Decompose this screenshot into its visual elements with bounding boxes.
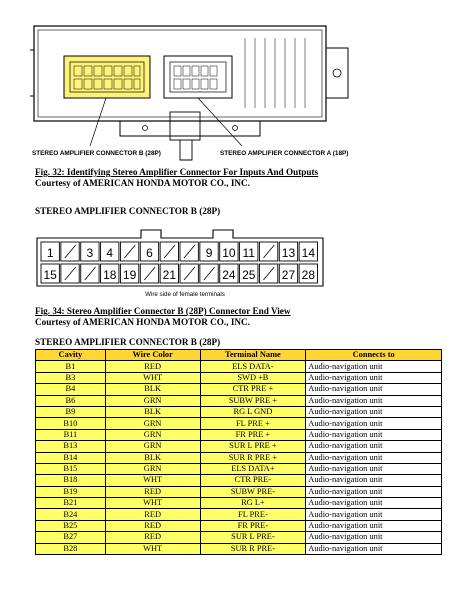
cell-cavity: B18	[36, 475, 106, 486]
terminal-number: 27	[281, 268, 296, 282]
cell-wire-color: RED	[105, 509, 200, 520]
terminal-number: 28	[301, 268, 316, 282]
cell-wire-color: RED	[105, 532, 200, 543]
cell-terminal-name: SUR L PRE +	[200, 441, 306, 452]
empty-cavity-slash	[144, 267, 155, 280]
cell-wire-color: RED	[105, 520, 200, 531]
cell-wire-color: WHT	[105, 475, 200, 486]
cell-terminal-name: ELS DATA-	[200, 361, 306, 372]
cell-terminal-name: SWD +B	[200, 372, 306, 383]
pinout-table	[35, 349, 442, 555]
table-row	[36, 452, 442, 463]
terminal-number: 13	[281, 246, 296, 260]
terminal-number: 18	[103, 268, 117, 282]
table-row	[36, 361, 442, 372]
figure-34-caption	[35, 306, 291, 327]
cell-cavity: B14	[36, 452, 106, 463]
terminal-number: 19	[122, 268, 137, 282]
cell-terminal-name: RG L+	[200, 498, 306, 509]
connector-a-label: STEREO AMPLIFIER CONNECTOR A (18P)	[220, 150, 349, 157]
cell-wire-color: GRN	[105, 441, 200, 452]
cell-connects-to: Audio-navigation unit	[306, 384, 442, 395]
terminal-number: 9	[205, 246, 213, 260]
cell-connects-to: Audio-navigation unit	[306, 475, 442, 486]
header-terminal-name: Terminal Name	[200, 350, 306, 361]
table-row	[36, 384, 442, 395]
terminal-number: 10	[222, 246, 236, 260]
connector-b-label: STEREO AMPLIFIER CONNECTOR B (28P)	[32, 150, 161, 157]
cell-wire-color: GRN	[105, 463, 200, 474]
cell-wire-color: RED	[105, 486, 200, 497]
cell-connects-to: Audio-navigation unit	[306, 406, 442, 417]
terminal-number: 6	[146, 246, 153, 260]
cell-cavity: B28	[36, 543, 106, 554]
cell-terminal-name: SUBW PRE-	[200, 486, 306, 497]
cell-cavity: B24	[36, 509, 106, 520]
table-row	[36, 532, 442, 543]
cell-wire-color: BLK	[105, 384, 200, 395]
table-row	[36, 475, 442, 486]
terminal-number: 14	[301, 246, 316, 260]
terminal-number: 3	[86, 246, 94, 260]
figure-32-caption	[35, 167, 318, 188]
cell-wire-color: BLK	[105, 452, 200, 463]
cell-cavity: B1	[36, 361, 106, 372]
empty-cavity-slash	[164, 245, 175, 258]
connector-b-end-view	[35, 226, 335, 290]
cell-terminal-name: FR PRE-	[200, 520, 306, 531]
cell-connects-to: Audio-navigation unit	[306, 498, 442, 509]
cell-cavity: B11	[36, 429, 106, 440]
cell-connects-to: Audio-navigation unit	[306, 509, 442, 520]
connector-view-heading: STEREO AMPLIFIER CONNECTOR B (28P)	[35, 206, 221, 216]
terminal-number: 4	[106, 246, 114, 260]
cell-wire-color: BLK	[105, 406, 200, 417]
header-wire-color: Wire Color	[105, 350, 200, 361]
cell-terminal-name: RG L GND	[200, 406, 306, 417]
header-connects-to: Connects to	[306, 350, 442, 361]
cell-connects-to: Audio-navigation unit	[306, 520, 442, 531]
table-row	[36, 372, 442, 383]
cell-terminal-name: FR PRE +	[200, 429, 306, 440]
cell-terminal-name: CTR PRE-	[200, 475, 306, 486]
cell-terminal-name: FL PRE-	[200, 509, 306, 520]
cell-connects-to: Audio-navigation unit	[306, 361, 442, 372]
cell-terminal-name: FL PRE +	[200, 418, 306, 429]
cell-connects-to: Audio-navigation unit	[306, 418, 442, 429]
cell-cavity: B19	[36, 486, 106, 497]
table-row	[36, 406, 442, 417]
table-row	[36, 441, 442, 452]
cell-connects-to: Audio-navigation unit	[306, 429, 442, 440]
table-row	[36, 520, 442, 531]
empty-cavity-slash	[204, 267, 215, 280]
table-row	[36, 395, 442, 406]
cell-terminal-name: SUR R PRE +	[200, 452, 306, 463]
cell-cavity: B6	[36, 395, 106, 406]
cell-terminal-name: SUR L PRE-	[200, 532, 306, 543]
cell-cavity: B27	[36, 532, 106, 543]
table-row	[36, 509, 442, 520]
cell-cavity: B15	[36, 463, 106, 474]
pinout-table-heading: STEREO AMPLIFIER CONNECTOR B (28P)	[35, 337, 221, 347]
figure-34-title: Fig. 34: Stereo Amplifier Connector B (28P) Connector End View	[35, 306, 291, 316]
figure-32-credit: Courtesy of AMERICAN HONDA MOTOR CO., INC.	[35, 177, 250, 188]
table-row	[36, 543, 442, 554]
cell-wire-color: RED	[105, 361, 200, 372]
cell-terminal-name: SUR R PRE-	[200, 543, 306, 554]
cell-cavity: B25	[36, 520, 106, 531]
cell-cavity: B10	[36, 418, 106, 429]
empty-cavity-slash	[184, 267, 195, 280]
terminal-number: 11	[242, 246, 255, 260]
figure-34-credit: Courtesy of AMERICAN HONDA MOTOR CO., INC.	[35, 316, 250, 327]
cell-wire-color: GRN	[105, 418, 200, 429]
cell-connects-to: Audio-navigation unit	[306, 532, 442, 543]
table-row	[36, 486, 442, 497]
cell-connects-to: Audio-navigation unit	[306, 395, 442, 406]
cell-wire-color: WHT	[105, 372, 200, 383]
cell-connects-to: Audio-navigation unit	[306, 372, 442, 383]
table-row	[36, 498, 442, 509]
cell-terminal-name: CTR PRE +	[200, 384, 306, 395]
amplifier-unit-diagram	[30, 8, 430, 168]
empty-cavity-slash	[124, 245, 135, 258]
empty-cavity-slash	[85, 267, 96, 280]
cell-wire-color: GRN	[105, 395, 200, 406]
table-row	[36, 463, 442, 474]
cell-cavity: B3	[36, 372, 106, 383]
cell-cavity: B21	[36, 498, 106, 509]
terminal-number: 1	[46, 246, 54, 260]
empty-cavity-slash	[263, 245, 274, 258]
empty-cavity-slash	[65, 245, 76, 258]
table-row	[36, 429, 442, 440]
cell-connects-to: Audio-navigation unit	[306, 543, 442, 554]
terminal-number: 25	[242, 268, 256, 282]
header-cavity: Cavity	[36, 350, 106, 361]
table-header-row	[36, 350, 442, 361]
empty-cavity-slash	[184, 245, 195, 258]
cell-wire-color: WHT	[105, 543, 200, 554]
cell-connects-to: Audio-navigation unit	[306, 486, 442, 497]
cell-terminal-name: ELS DATA+	[200, 463, 306, 474]
terminal-number: 15	[43, 268, 57, 282]
empty-cavity-slash	[263, 267, 274, 280]
cell-cavity: B4	[36, 384, 106, 395]
cell-wire-color: WHT	[105, 498, 200, 509]
cell-cavity: B13	[36, 441, 106, 452]
empty-cavity-slash	[65, 267, 76, 280]
cell-connects-to: Audio-navigation unit	[306, 452, 442, 463]
cell-connects-to: Audio-navigation unit	[306, 463, 442, 474]
cell-connects-to: Audio-navigation unit	[306, 441, 442, 452]
terminal-number: 24	[222, 268, 236, 282]
figure-32-title: Fig. 32: Identifying Stereo Amplifier Connector For Inputs And Outputs	[35, 167, 319, 177]
terminal-number: 21	[162, 268, 177, 282]
table-row	[36, 418, 442, 429]
cell-terminal-name: SUBW PRE +	[200, 395, 306, 406]
wire-side-note: Wire side of female terminals	[145, 291, 225, 298]
cell-cavity: B9	[36, 406, 106, 417]
cell-wire-color: GRN	[105, 429, 200, 440]
